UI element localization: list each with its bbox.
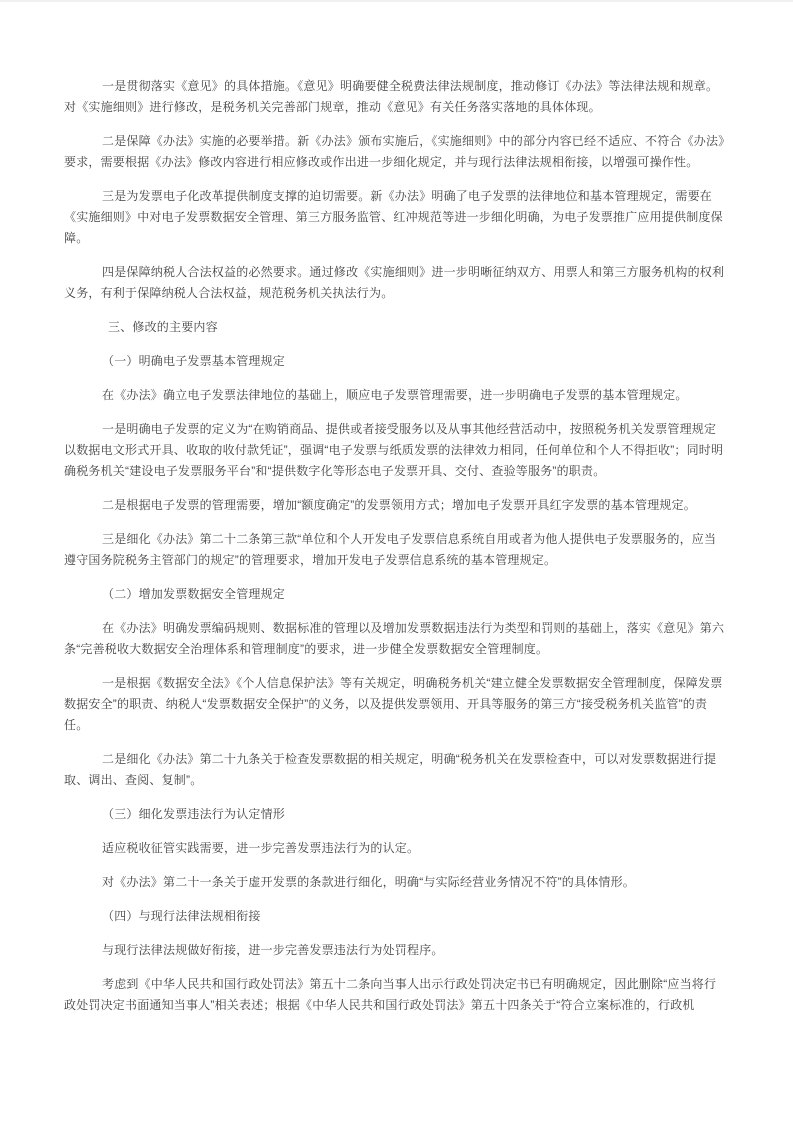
- sub-section-heading: （一）明确电子发票基本管理规定: [102, 354, 286, 368]
- paragraph: 一是根据《数据安全法》《个人信息保护法》等有关规定，明确税务机关“建立健全发票数据安全管理制度，保障发票数据安全”的职责、纳税人“发票数据安全保护”的义务，以及提供发票领用、开具等服务的第三方“接受税务机关监管”的责任。: [64, 676, 723, 732]
- paragraph: 对《办法》第二十一条关于虚开发票的条款进行细化，明确“与实际经营业务情况不符”的具体情形。: [102, 875, 635, 889]
- paragraph: 在《办法》明确发票编码规则、数据标准的管理以及增加发票数据违法行为类型和罚则的基础上，落实《意见》第六条“完善税收大数据安全治理体系和管理制度”的要求，进一步健全发票数据安全管理制度。: [64, 621, 725, 656]
- paragraph: 二是保障《办法》实施的必要举措。新《办法》颁布实施后，《实施细则》中的部分内容已经不适应、不符合《办法》要求，需要根据《办法》修改内容进行相应修改或作出进一步细化规定，并与现行法律法规相衔接，以增强可操作性。: [64, 134, 725, 169]
- section-heading: 三、修改的主要内容: [108, 320, 218, 334]
- sub-section-heading: （四）与现行法律法规相衔接: [102, 909, 261, 923]
- article-body: [0, 2, 793, 1016]
- paragraph: 在《办法》确立电子发票法律地位的基础上，顺应电子发票管理需要，进一步明确电子发票的基本管理规定。: [102, 388, 688, 402]
- paragraph: 适应税收征管实践需要，进一步完善发票违法行为的认定。: [102, 841, 420, 855]
- paragraph: 三是为发票电子化改革提供制度支撑的迫切需要。新《办法》明确了电子发票的法律地位和基本管理规定，需要在《实施细则》中对电子发票数据安全管理、第三方服务监管、红冲规范等进一步细化明确，为电子发票推广应用提供制度保障。: [64, 189, 723, 245]
- paragraph: 一是贯彻落实《意见》的具体措施。《意见》明确要健全税费法律法规制度，推动修订《办法》等法律法规和规章。对《实施细则》进行修改，是税务机关完善部门规章，推动《意见》有关任务落实落地的具体体现。: [64, 79, 719, 114]
- paragraph: 三是细化《办法》第二十二条第三款“单位和个人开发电子发票信息系统自用或者为他人提供电子发票服务的，应当遵守国务院税务主管部门的规定”的管理要求，增加开发电子发票信息系统的基本管理规定。: [64, 532, 717, 567]
- paragraph: 一是明确电子发票的定义为“在购销商品、提供或者接受服务以及从事其他经营活动中，按照税务机关发票管理规定以数据电文形式开具、收取的收付款凭证”，强调“电子发票与纸质发票的法律效力相同，任何单位和个人不得拒收”；同时明确税务机关“建设电子发票服务平台”和“提供数字化等形态电子发票开具、交付、查验等服务”的职责。: [64, 422, 724, 478]
- paragraph: 二是根据电子发票的管理需要，增加“额度确定”的发票领用方式；增加电子发票开具红字发票的基本管理规定。: [102, 498, 696, 512]
- paragraph: 与现行法律法规做好衔接，进一步完善发票违法行为处罚程序。: [102, 943, 444, 957]
- paragraph: 四是保障纳税人合法权益的必然要求。通过修改《实施细则》进一步明晰征纳双方、用票人和第三方服务机构的权利义务，有利于保障纳税人合法权益，规范税务机关执法行为。: [64, 265, 725, 300]
- sub-section-heading: （三）细化发票违法行为认定情形: [102, 807, 286, 821]
- paragraph: 考虑到《中华人民共和国行政处罚法》第五十二条向当事人出示行政处罚决定书已有明确规定，因此删除“应当将行政处罚决定书面通知当事人”相关表述；根据《中华人民共和国行政处罚法》第五十四条关于“符合立案标准的，行政机: [64, 977, 717, 1012]
- sub-section-heading: （二）增加发票数据安全管理规定: [102, 587, 286, 601]
- paragraph: 二是细化《办法》第二十九条关于检查发票数据的相关规定，明确“税务机关在发票检查中，可以对发票数据进行提取、调出、查阅、复制”。: [64, 752, 717, 787]
